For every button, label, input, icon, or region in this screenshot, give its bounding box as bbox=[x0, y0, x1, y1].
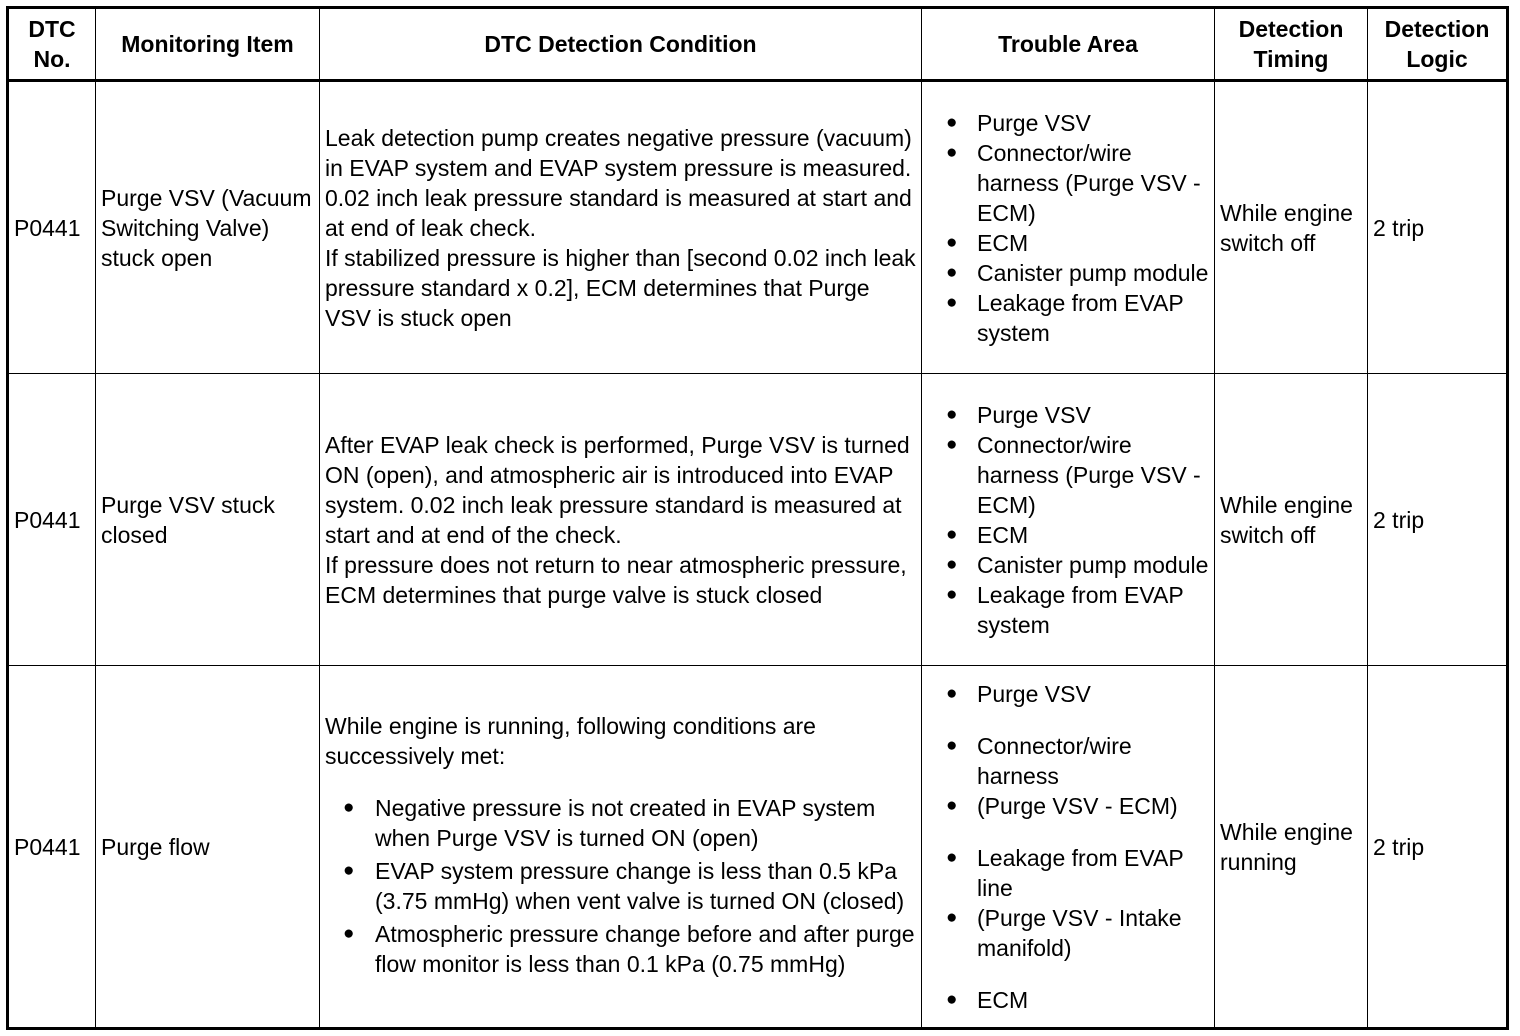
list-item: ● Atmospheric pressure change before and after purge flow monitor is less than 0.1 kPa (0.75 mmHg) bbox=[325, 919, 916, 979]
condition-paragraph: Leak detection pump creates negative pressure (vacuum) in EVAP system and EVAP system pressure is measured. 0.02 inch leak pressure standard is measured at start and at end of leak check. bbox=[325, 124, 912, 241]
trouble-list bbox=[927, 400, 1209, 640]
header-detection-timing: Detection Timing bbox=[1215, 8, 1368, 81]
list-item: ● (Purge VSV - Intake manifold) bbox=[927, 903, 1209, 963]
detection-logic: 2 trip bbox=[1368, 81, 1508, 374]
list-item: ● Purge VSV bbox=[927, 108, 1209, 138]
header-monitoring-item: Monitoring Item bbox=[96, 8, 320, 81]
trouble-list bbox=[927, 108, 1209, 348]
list-item: ● Purge VSV bbox=[927, 400, 1209, 430]
list-item: ● Negative pressure is not created in EVAP system when Purge VSV is turned ON (open) bbox=[325, 793, 916, 853]
list-item: ● Leakage from EVAP system bbox=[927, 580, 1209, 640]
table-row bbox=[8, 374, 1508, 666]
trouble-area bbox=[922, 666, 1215, 1029]
dtc-table bbox=[6, 6, 1509, 1030]
dtc-code: P0441 bbox=[8, 374, 96, 666]
detection-condition bbox=[320, 666, 922, 1029]
list-item: ● Purge VSV bbox=[927, 679, 1209, 709]
table-row bbox=[8, 81, 1508, 374]
list-item: ● Leakage from EVAP system bbox=[927, 288, 1209, 348]
header-detection-logic: Detection Logic bbox=[1368, 8, 1508, 81]
detection-condition bbox=[320, 374, 922, 666]
list-item: ● Connector/wire harness bbox=[927, 731, 1209, 791]
detection-timing: While engine switch off bbox=[1215, 81, 1368, 374]
list-item: ● ECM bbox=[927, 520, 1209, 550]
list-item: ● Connector/wire harness (Purge VSV - ECM) bbox=[927, 430, 1209, 520]
header-detection-condition: DTC Detection Condition bbox=[320, 8, 922, 81]
list-item: ● ECM bbox=[927, 228, 1209, 258]
dtc-code: P0441 bbox=[8, 666, 96, 1029]
header-row bbox=[8, 8, 1508, 81]
detection-logic: 2 trip bbox=[1368, 666, 1508, 1029]
list-item: ● EVAP system pressure change is less than 0.5 kPa (3.75 mmHg) when vent valve is turned ON (closed) bbox=[325, 856, 916, 916]
list-item: ● Canister pump module bbox=[927, 258, 1209, 288]
condition-paragraph: If pressure does not return to near atmospheric pressure, ECM determines that purge valve is stuck closed bbox=[325, 551, 907, 608]
condition-intro: While engine is running, following conditions are successively met: bbox=[325, 713, 816, 769]
list-item: ● Leakage from EVAP line bbox=[927, 843, 1209, 903]
monitoring-item: Purge VSV stuck closed bbox=[96, 374, 320, 666]
trouble-area bbox=[922, 374, 1215, 666]
condition-paragraph: If stabilized pressure is higher than [second 0.02 inch leak pressure standard x 0.2], ECM determines that Purge VSV is stuck open bbox=[325, 244, 916, 331]
header-trouble-area: Trouble Area bbox=[922, 8, 1215, 81]
monitoring-item: Purge VSV (Vacuum Switching Valve) stuck open bbox=[96, 81, 320, 374]
condition-list bbox=[325, 793, 916, 979]
detection-logic: 2 trip bbox=[1368, 374, 1508, 666]
detection-timing: While engine switch off bbox=[1215, 374, 1368, 666]
list-item: ● Canister pump module bbox=[927, 550, 1209, 580]
table-row bbox=[8, 666, 1508, 1029]
trouble-area bbox=[922, 81, 1215, 374]
detection-timing: While engine running bbox=[1215, 666, 1368, 1029]
list-item: ● Connector/wire harness (Purge VSV - ECM) bbox=[927, 138, 1209, 228]
list-item: ● ECM bbox=[927, 985, 1209, 1015]
condition-paragraph: After EVAP leak check is performed, Purge VSV is turned ON (open), and atmospheric air is introduced into EVAP system. 0.02 inch leak pressure standard is measured at start and at end of the check. bbox=[325, 431, 910, 548]
detection-condition bbox=[320, 81, 922, 374]
monitoring-item: Purge flow bbox=[96, 666, 320, 1029]
header-dtc-no: DTC No. bbox=[8, 8, 96, 81]
trouble-list bbox=[927, 679, 1209, 1015]
list-item: ● (Purge VSV - ECM) bbox=[927, 791, 1209, 821]
dtc-code: P0441 bbox=[8, 81, 96, 374]
